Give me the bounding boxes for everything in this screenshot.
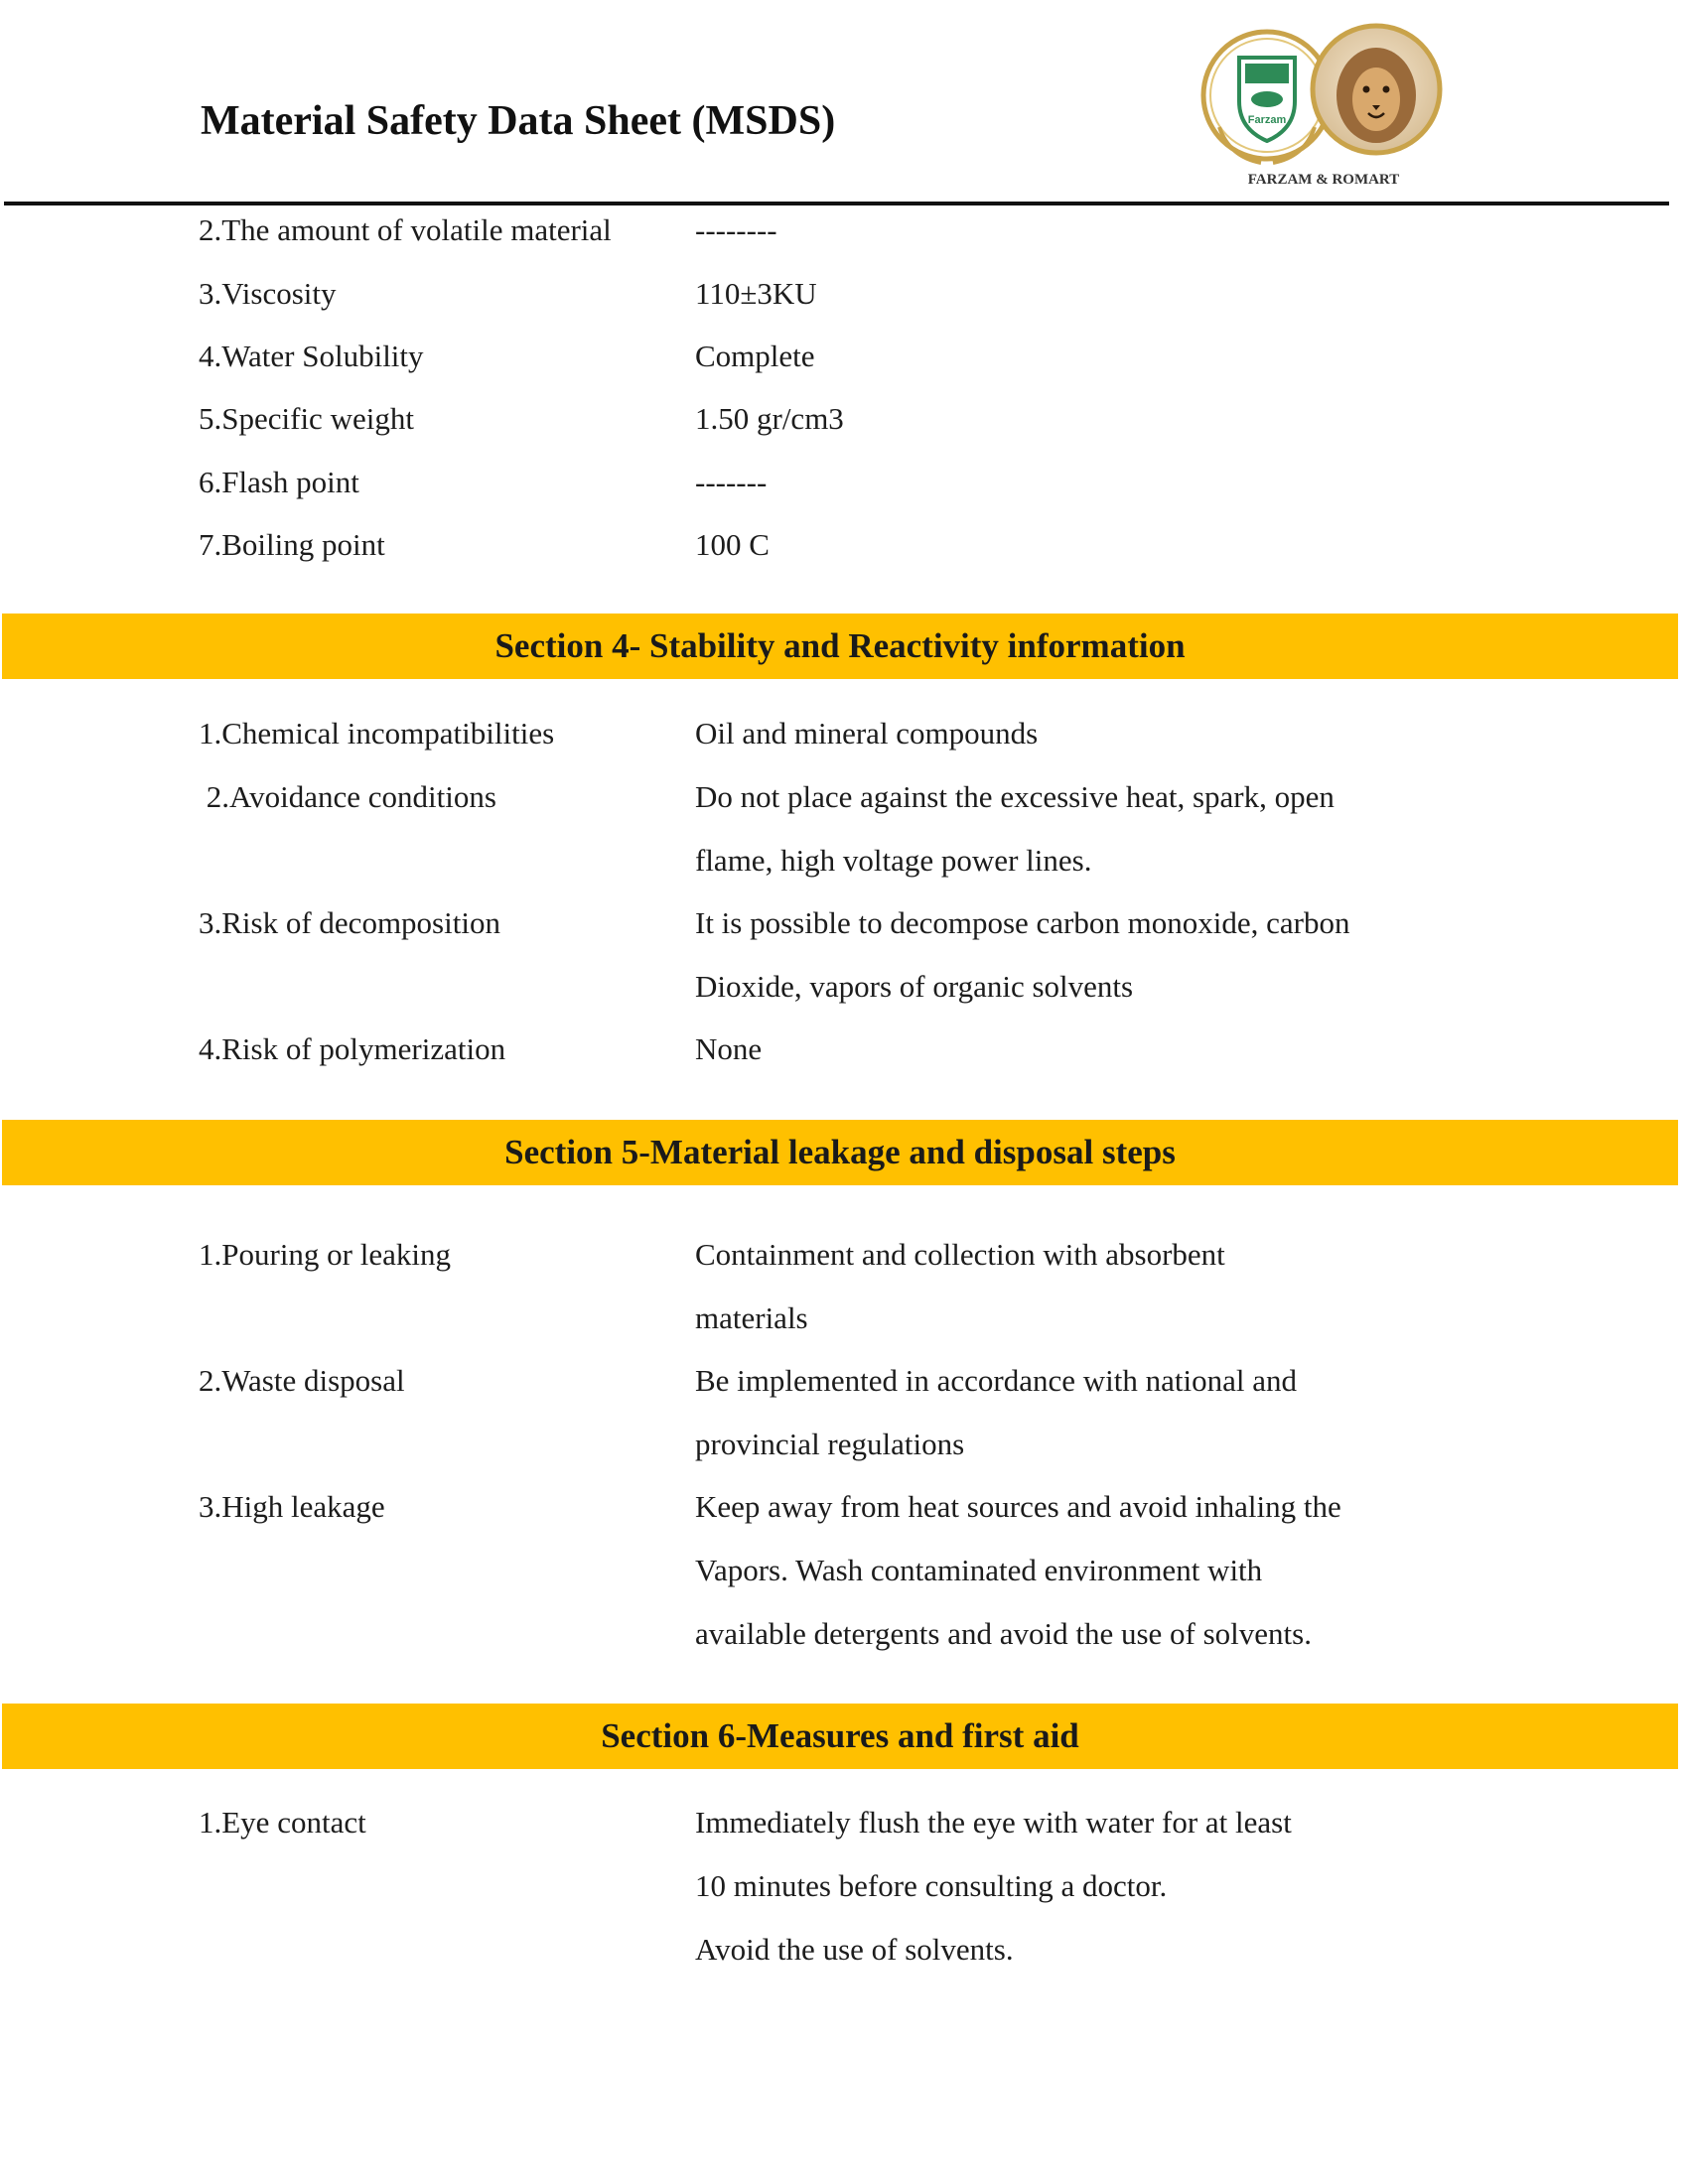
row-value: Containment and collection with absorbent materials: [695, 1237, 1225, 1335]
property-value: 100 C: [695, 527, 770, 562]
document-title: Material Safety Data Sheet (MSDS): [201, 98, 836, 144]
row-value: Keep away from heat sources and avoid inhaling the Vapors. Wash contaminated environment with available detergents and avoid the use of solvents.: [695, 1489, 1341, 1651]
row-label: 3.High leakage: [199, 1489, 385, 1524]
row-value: Oil and mineral compounds: [695, 716, 1039, 751]
section-5-heading: Section 5-Material leakage and disposal steps: [2, 1120, 1678, 1185]
row-label: 1.Eye contact: [199, 1805, 366, 1840]
row-label: 1.Pouring or leaking: [199, 1237, 451, 1272]
property-label: 6.Flash point: [199, 465, 359, 499]
property-label: 4.Water Solubility: [199, 339, 424, 373]
row-value: Be implemented in accordance with national and provincial regulations: [695, 1363, 1297, 1461]
company-logo: [1199, 18, 1448, 199]
row-label: 1.Chemical incompatibilities: [199, 716, 555, 751]
row-value: None: [695, 1031, 763, 1066]
row-value: Do not place against the excessive heat, spark, open flame, high voltage power lines.: [695, 779, 1335, 878]
property-label: 2.The amount of volatile material: [199, 212, 612, 247]
row-label: 4.Risk of polymerization: [199, 1031, 506, 1066]
row-label: 2.Avoidance conditions: [199, 779, 496, 814]
property-value: Complete: [695, 339, 815, 373]
property-label: 5.Specific weight: [199, 401, 414, 436]
row-label: 3.Risk of decomposition: [199, 905, 500, 940]
row-value: It is possible to decompose carbon monoxide, carbon Dioxide, vapors of organic solvents: [695, 905, 1350, 1004]
property-value: 110±3KU: [695, 276, 817, 311]
logo-emblem-icon: [1199, 18, 1448, 177]
logo-caption: FARZAM & ROMART: [1247, 172, 1400, 188]
section-6-heading: Section 6-Measures and first aid: [2, 1704, 1678, 1769]
property-value: --------: [695, 212, 777, 247]
section-4-heading: Section 4- Stability and Reactivity information: [2, 614, 1678, 679]
property-value: 1.50 gr/cm3: [695, 401, 844, 436]
row-label: 2.Waste disposal: [199, 1363, 405, 1398]
logo-shield-text: Farzam: [1247, 114, 1287, 126]
property-label: 7.Boiling point: [199, 527, 385, 562]
property-value: -------: [695, 465, 768, 499]
property-label: 3.Viscosity: [199, 276, 337, 311]
row-value: Immediately flush the eye with water for at least 10 minutes before consulting a doctor. Avoid the use of solvents.: [695, 1805, 1292, 1967]
